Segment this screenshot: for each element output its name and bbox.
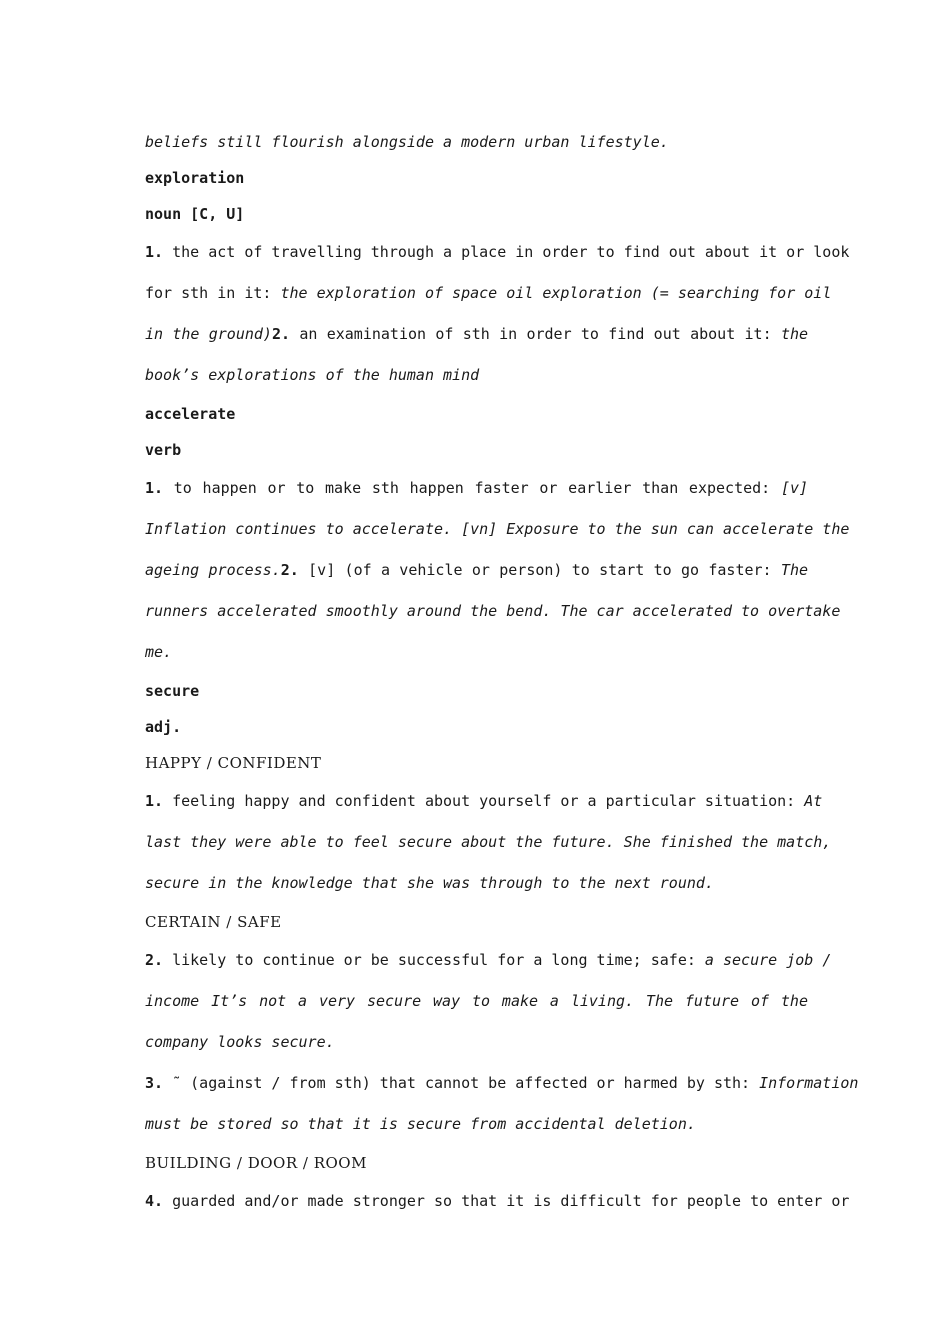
secure-sense-4-line-1 bbox=[145, 1181, 850, 1222]
example-text: the bbox=[780, 325, 809, 343]
headword-accelerate: accelerate bbox=[145, 405, 236, 423]
secure-sense-3-line-2: must be stored so that it is secure from accidental deletion. bbox=[145, 1115, 696, 1133]
pos-exploration: noun [C, U] bbox=[145, 205, 245, 223]
accelerate-sense-2-line-1 bbox=[145, 550, 808, 591]
definition-text: the act of travelling through a place in order to find out about it or look bbox=[172, 243, 850, 261]
sense-number: 4. bbox=[145, 1192, 164, 1210]
definition-text: guarded and/or made stronger so that it is difficult for people to enter or bbox=[172, 1192, 850, 1210]
section-building-door-room: BUILDING / DOOR / ROOM bbox=[145, 1154, 367, 1172]
pos-accelerate: verb bbox=[145, 441, 182, 459]
sense-number: 1. bbox=[145, 792, 164, 810]
accelerate-sense-2-line-2: runners accelerated smoothly around the bend. The car accelerated to overtake bbox=[145, 602, 841, 620]
sense-number: 2. bbox=[145, 951, 164, 969]
secure-sense-1-line-3: secure in the knowledge that she was through to the next round. bbox=[145, 874, 714, 892]
definition-text: [v] (of a vehicle or person) to start to go faster: bbox=[308, 561, 772, 579]
exploration-sense-2-line-2: book’s explorations of the human mind bbox=[145, 366, 480, 384]
sense-number: 1. bbox=[145, 479, 164, 497]
example-text: a secure job / bbox=[704, 951, 832, 969]
exploration-sense-1-line-1 bbox=[145, 232, 850, 273]
sense-number: 2. bbox=[271, 325, 291, 343]
example-text: At bbox=[804, 792, 823, 810]
exploration-sense-2-line-1 bbox=[145, 314, 808, 355]
definition-text: feeling happy and confident about yourself or a particular situation: bbox=[172, 792, 796, 810]
pos-secure: adj. bbox=[145, 718, 182, 736]
secure-sense-3-line-1 bbox=[145, 1063, 859, 1104]
accelerate-sense-1-line-2 bbox=[145, 509, 850, 550]
sense-number: 3. bbox=[145, 1074, 164, 1092]
section-happy-confident: HAPPY / CONFIDENT bbox=[145, 754, 322, 772]
secure-sense-2-line-2: income It’s not a very secure way to make a living. The future of the bbox=[145, 992, 808, 1010]
secure-sense-1-line-2: last they were able to feel secure about the future. She finished the match, bbox=[145, 833, 832, 851]
sense-number: 2. bbox=[280, 561, 299, 579]
accelerate-sense-2-line-3: me. bbox=[145, 643, 173, 661]
exploration-sense-1-line-2 bbox=[145, 273, 832, 314]
sense-number: 1. bbox=[145, 243, 164, 261]
definition-text: likely to continue or be successful for a long time; safe: bbox=[172, 951, 696, 969]
secure-sense-1-line-1 bbox=[145, 781, 823, 822]
example-text: the exploration of space bbox=[280, 284, 498, 302]
headword-secure: secure bbox=[145, 682, 200, 700]
accelerate-sense-1-line-1 bbox=[145, 468, 808, 509]
definition-text: ˜ (against / from sth) that cannot be affected or harmed by sth: bbox=[172, 1074, 751, 1092]
definition-text: an examination of sth in order to find out about it: bbox=[299, 325, 772, 343]
definition-text: to happen or to make sth happen faster or earlier than expected: bbox=[173, 479, 771, 497]
example-text: oil exploration (= searching for oil bbox=[506, 284, 832, 302]
secure-sense-2-line-3: company looks secure. bbox=[145, 1033, 335, 1051]
section-certain-safe: CERTAIN / SAFE bbox=[145, 913, 282, 931]
example-text: [vn] Exposure to the sun can accelerate the bbox=[461, 520, 850, 538]
example-text: The bbox=[780, 561, 809, 579]
secure-sense-2-line-1 bbox=[145, 940, 832, 981]
dictionary-page bbox=[145, 124, 859, 1222]
definition-text: for sth in it: bbox=[145, 284, 272, 302]
continuation-example: beliefs still flourish alongside a modern urban lifestyle. bbox=[145, 133, 669, 151]
example-text: in the ground) bbox=[145, 325, 272, 343]
example-text: Inflation continues to accelerate. bbox=[145, 520, 453, 538]
example-text: [v] bbox=[780, 479, 809, 497]
example-text: ageing process. bbox=[145, 561, 281, 579]
example-text: Information bbox=[759, 1074, 859, 1092]
headword-exploration: exploration bbox=[145, 169, 245, 187]
